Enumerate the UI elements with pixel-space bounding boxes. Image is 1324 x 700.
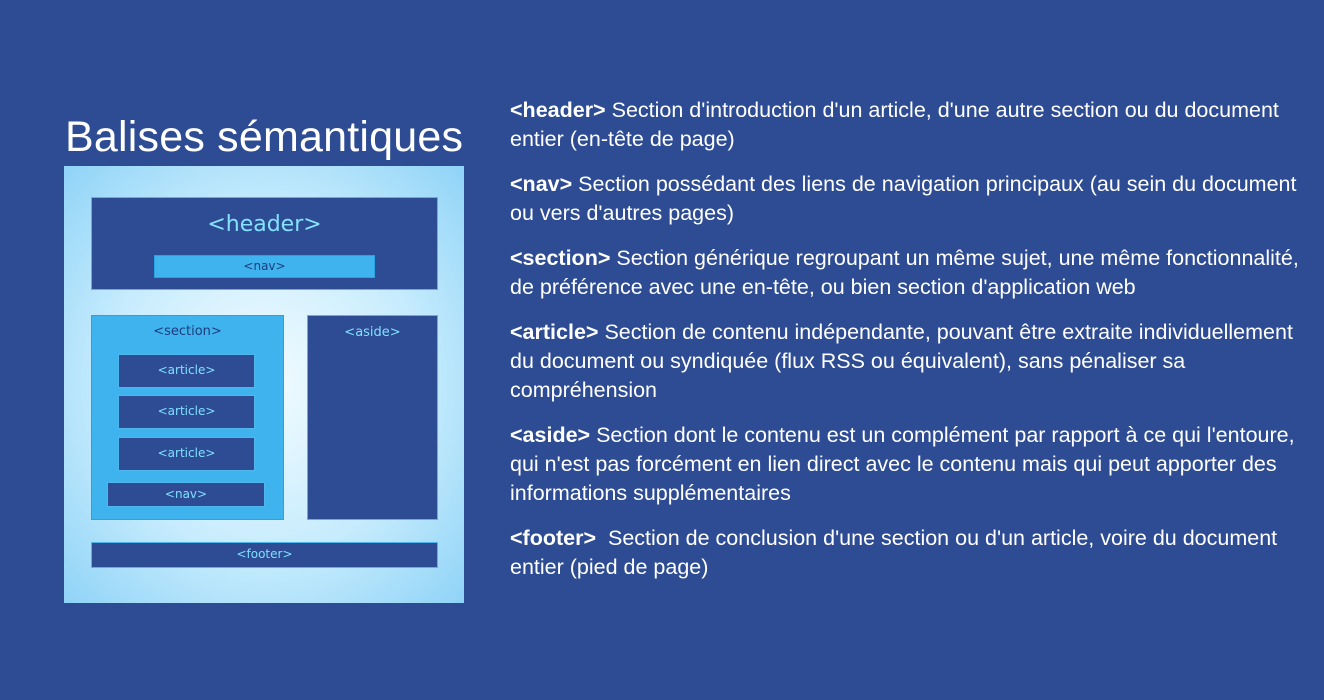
description-tag: <aside>: [510, 423, 591, 447]
description-text: Section possédant des liens de navigation principaux (au sein du document ou vers d'autres pages): [510, 172, 1297, 225]
semantic-layout-diagram: [64, 166, 464, 603]
diagram-header-label: <header>: [207, 212, 322, 237]
description-tag: <nav>: [510, 172, 573, 196]
diagram-section-block: [91, 315, 284, 520]
description-text: Section dont le contenu est un complément par rapport à ce qui l'entoure, qui n'est pas forcément en lien direct avec le contenu mais qui peut apporter des informations supplémentaires: [510, 423, 1295, 505]
description-footer: [510, 524, 1310, 582]
description-tag: <header>: [510, 98, 606, 122]
diagram-aside-block: [307, 315, 438, 520]
diagram-nav-bottom-block: <nav>: [107, 482, 265, 507]
description-text: Section d'introduction d'un article, d'une autre section ou du document entier (en-tête de page): [510, 98, 1279, 151]
description-tag: <footer>: [510, 526, 597, 550]
diagram-article-block-3: <article>: [118, 437, 255, 471]
description-article: [510, 318, 1310, 405]
description-text: Section de contenu indépendante, pouvant être extraite individuellement du document ou syndiquée (flux RSS ou équivalent), sans pénaliser sa compréhension: [510, 320, 1293, 402]
description-text: Section générique regroupant un même sujet, une même fonctionnalité, de préférence avec une en-tête, ou bien section d'application web: [510, 246, 1299, 299]
description-section: [510, 244, 1310, 302]
diagram-aside-label: <aside>: [344, 325, 401, 340]
diagram-footer-block: <footer>: [91, 542, 438, 568]
tag-descriptions: [510, 96, 1310, 598]
description-tag: <section>: [510, 246, 611, 270]
description-nav: [510, 170, 1310, 228]
diagram-section-label: <section>: [153, 324, 222, 339]
description-text: Section de conclusion d'une section ou d'un article, voire du document entier (pied de page): [510, 526, 1284, 579]
description-header: [510, 96, 1310, 154]
description-tag: <article>: [510, 320, 599, 344]
diagram-article-block-2: <article>: [118, 395, 255, 429]
diagram-nav-top-block: <nav>: [154, 255, 375, 278]
description-aside: [510, 421, 1310, 508]
page-title: Balises sémantiques: [65, 112, 464, 161]
diagram-header-block: [91, 197, 438, 290]
diagram-article-block-1: <article>: [118, 354, 255, 388]
